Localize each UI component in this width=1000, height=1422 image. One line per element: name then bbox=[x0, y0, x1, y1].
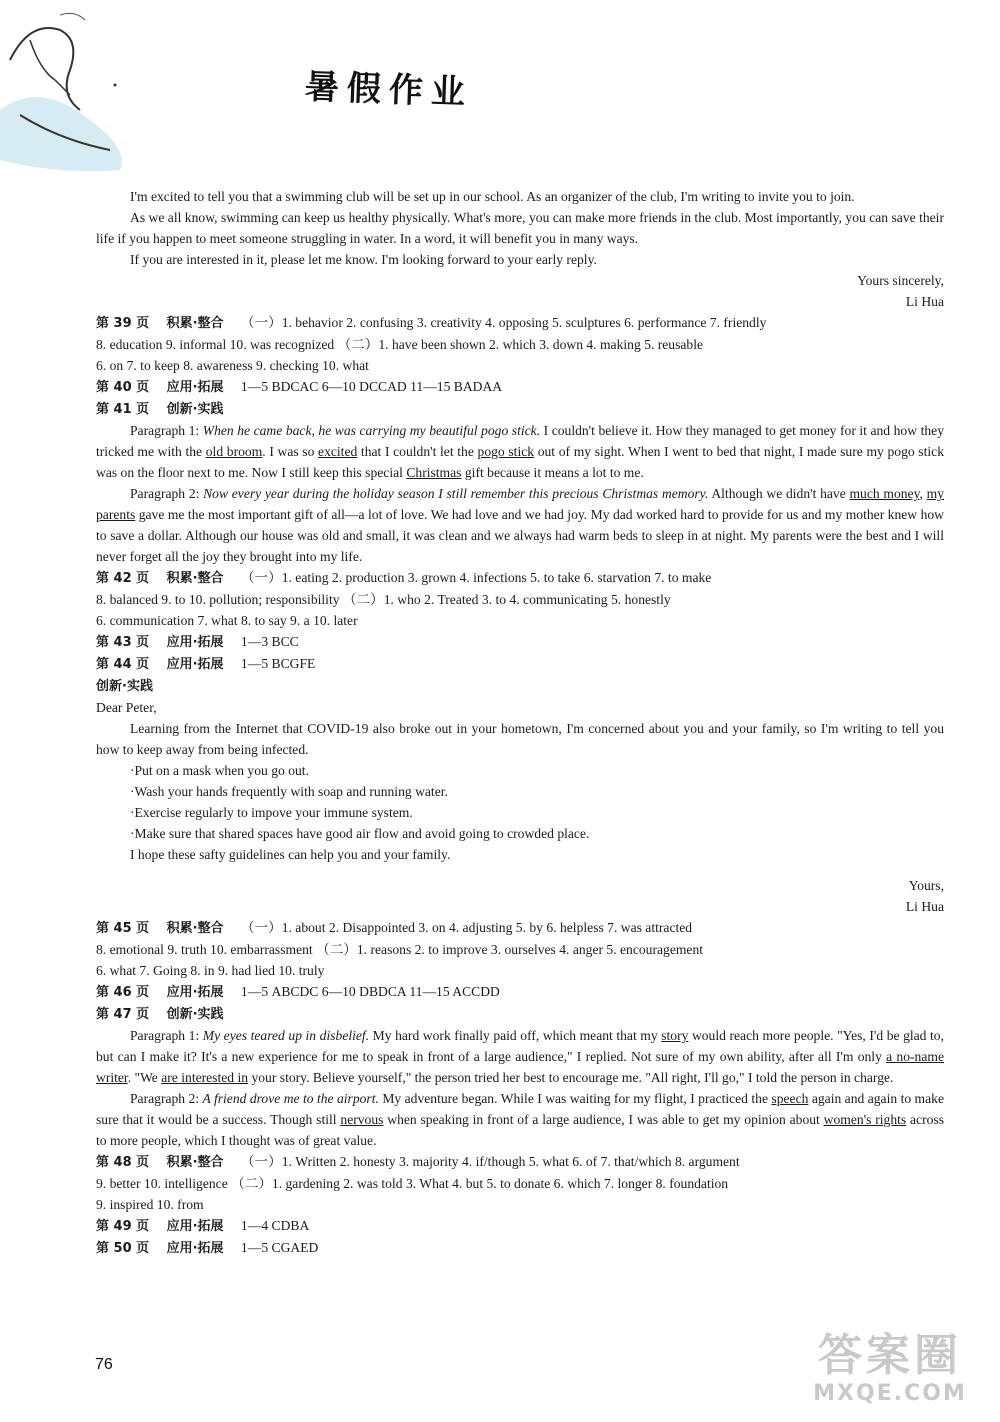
watermark bbox=[790, 1330, 990, 1420]
text: gift because it means a lot to me. bbox=[461, 465, 644, 480]
underlined-text: my parents bbox=[96, 486, 944, 522]
answer-line: 9. inspired 10. from bbox=[96, 1197, 204, 1212]
letter2-signature: Li Hua bbox=[905, 899, 944, 914]
answer-line: 8. education 9. informal 10. was recognized （二）1. have been shown 2. which 3. down 4. making 5. reusable bbox=[96, 337, 704, 352]
section-title: 创新·实践 bbox=[166, 1007, 224, 1022]
section-label: 第 41 页 bbox=[96, 402, 150, 417]
answer-line: 1—5 BDCAC 6—10 DCCAD 11—15 BADAA bbox=[240, 379, 503, 394]
underlined-text: speech bbox=[771, 1091, 809, 1106]
section-p44 bbox=[96, 653, 944, 675]
section-label: 第 46 页 bbox=[96, 985, 150, 1000]
answer-content bbox=[96, 186, 944, 1259]
underlined-text: much money bbox=[849, 486, 920, 501]
answer-line: （一）1. about 2. Disappointed 3. on 4. adjusting 5. by 6. helpless 7. was attracted bbox=[240, 920, 693, 935]
answer-line: 6. what 7. Going 8. in 9. had lied 10. truly bbox=[96, 963, 325, 978]
answer-line: 8. emotional 9. truth 10. embarrassment （二）1. reasons 2. to improve 3. ourselves 4. anger 5. encouragement bbox=[96, 942, 704, 957]
text: when speaking in front of a large audience, I was able to get my opinion about bbox=[383, 1112, 824, 1127]
section-title: 应用·拓展 bbox=[166, 1219, 224, 1234]
watermark-url: MXQE.COM bbox=[813, 1381, 967, 1406]
section-label: 第 45 页 bbox=[96, 921, 150, 936]
section-title: 积累·整合 bbox=[166, 921, 224, 936]
text: your story. Believe yourself," the person tried her best to encourage me. "All right, I'll go," I told the person in charge. bbox=[248, 1070, 894, 1085]
underlined-text: story bbox=[661, 1028, 689, 1043]
text: out of my sight. When I went to bed that night, I made sure my pogo stick was on the floor next to me. Now I still keep this special bbox=[96, 444, 944, 480]
letter2-closing: Yours, bbox=[908, 878, 944, 893]
underlined-text: women's rights bbox=[823, 1112, 907, 1127]
letter1-signature: Li Hua bbox=[905, 294, 944, 309]
section-title: 应用·拓展 bbox=[166, 657, 224, 672]
letter2-bullet: ·Make sure that shared spaces have good air flow and avoid going to crowded place. bbox=[130, 826, 590, 841]
text: would reach more people. "Yes, I'd be glad to, but can I make it? It's a new experience for me to speak in front of a large audience," I replied. Not sure of my own ability, after all I'm only bbox=[96, 1028, 944, 1064]
underlined-text: pogo stick bbox=[477, 444, 535, 459]
answer-line: 1—5 ABCDC 6—10 DBDCA 11—15 ACCDD bbox=[240, 984, 500, 999]
watermark-logo-text: 答案圈 bbox=[818, 1330, 962, 1381]
underlined-text: nervous bbox=[340, 1112, 384, 1127]
given-sentence: My eyes teared up in disbelief. bbox=[202, 1028, 370, 1043]
section-label: 第 39 页 bbox=[96, 316, 150, 331]
section-label: 第 40 页 bbox=[96, 380, 150, 395]
text: My adventure began. While I was waiting for my flight, I practiced the bbox=[378, 1091, 772, 1106]
paragraph-label: Paragraph 1: bbox=[130, 1028, 203, 1043]
section-label: 第 47 页 bbox=[96, 1007, 150, 1022]
page-number: 76 bbox=[95, 1356, 113, 1373]
section-p43 bbox=[96, 631, 944, 653]
p41-paragraph-2 bbox=[96, 483, 944, 567]
underlined-text: a no-name writer bbox=[96, 1049, 944, 1085]
text: that I couldn't let the bbox=[357, 444, 478, 459]
section-p42 bbox=[96, 567, 944, 589]
section-label: 第 43 页 bbox=[96, 635, 150, 650]
text: . "We bbox=[127, 1070, 162, 1085]
section-title: 积累·整合 bbox=[166, 316, 224, 331]
section-title: 应用·拓展 bbox=[166, 380, 224, 395]
section-label: 第 48 页 bbox=[96, 1155, 150, 1170]
answer-line: 1—3 BCC bbox=[240, 634, 299, 649]
text: I couldn't believe it. How they managed to get money for it and how they tricked me with the bbox=[96, 423, 944, 459]
answer-line: 9. better 10. intelligence （二）1. gardening 2. was told 3. What 4. but 5. to donate 6. which 7. longer 8. foundation bbox=[96, 1176, 729, 1191]
text: , bbox=[919, 486, 927, 501]
p41-paragraph-1 bbox=[96, 420, 944, 483]
answer-line: 8. balanced 9. to 10. pollution; responsibility （二）1. who 2. Treated 3. to 4. communicating 5. honestly bbox=[96, 592, 671, 607]
letter2-intro: Learning from the Internet that COVID-19 also broke out in your hometown, I'm concerned about you and your family, so I'm writing to tell you how to keep away from being infected. bbox=[96, 721, 944, 757]
section-label: 第 49 页 bbox=[96, 1219, 150, 1234]
section-title: 积累·整合 bbox=[166, 1155, 224, 1170]
underlined-text: old broom bbox=[205, 444, 263, 459]
underlined-text: Christmas bbox=[406, 465, 462, 480]
section-title: 应用·拓展 bbox=[166, 985, 224, 1000]
answer-line: （一）1. behavior 2. confusing 3. creativity 4. opposing 5. sculptures 6. performance 7. friendly bbox=[240, 315, 767, 330]
text: Although we didn't have bbox=[708, 486, 850, 501]
answer-line: 1—5 BCGFE bbox=[240, 656, 316, 671]
paragraph-label: Paragraph 2: bbox=[130, 1091, 203, 1106]
paragraph-label: Paragraph 2: bbox=[130, 486, 204, 501]
section-p46 bbox=[96, 981, 944, 1003]
answer-line: （一）1. eating 2. production 3. grown 4. infections 5. to take 6. starvation 7. to make bbox=[240, 570, 712, 585]
section-label: 第 44 页 bbox=[96, 657, 150, 672]
section-label: 第 42 页 bbox=[96, 571, 150, 586]
text: again and again to make sure that it would be a success. Though still bbox=[96, 1091, 944, 1127]
answer-line: 6. on 7. to keep 8. awareness 9. checking 10. what bbox=[96, 358, 369, 373]
answer-line: 1—4 CDBA bbox=[240, 1218, 310, 1233]
answer-line: 6. communication 7. what 8. to say 9. a 10. later bbox=[96, 613, 358, 628]
text: . I was so bbox=[262, 444, 319, 459]
text: My hard work finally paid off, which meant that my bbox=[369, 1028, 662, 1043]
p47-paragraph-2 bbox=[96, 1088, 944, 1151]
section-p49 bbox=[96, 1215, 944, 1237]
section-title: 创新·实践 bbox=[96, 679, 153, 694]
letter1-paragraph-1: I'm excited to tell you that a swimming club will be set up in our school. As an organizer of the club, I'm writing to invite you to join. bbox=[130, 189, 855, 204]
letter2-bullet: ·Wash your hands frequently with soap and running water. bbox=[130, 784, 448, 799]
section-p48 bbox=[96, 1151, 944, 1173]
section-p50 bbox=[96, 1237, 944, 1259]
answer-line: 1—5 CGAED bbox=[240, 1240, 319, 1255]
brand-title: 暑假作业 bbox=[304, 67, 474, 113]
answer-line: （一）1. Written 2. honesty 3. majority 4. if/though 5. what 6. of 7. that/which 8. argument bbox=[240, 1154, 740, 1169]
section-label: 第 50 页 bbox=[96, 1241, 150, 1256]
text: across to more people, which I thought was of great value. bbox=[96, 1112, 944, 1148]
underlined-text: excited bbox=[318, 444, 358, 459]
p47-paragraph-1 bbox=[96, 1025, 944, 1088]
section-p39 bbox=[96, 312, 944, 334]
letter2-bullet: ·Put on a mask when you go out. bbox=[130, 763, 309, 778]
letter2-greeting: Dear Peter, bbox=[96, 700, 157, 715]
section-title: 应用·拓展 bbox=[166, 1241, 224, 1256]
letter1-closing: Yours sincerely, bbox=[857, 273, 944, 288]
given-sentence: A friend drove me to the airport. bbox=[202, 1091, 379, 1106]
letter2-outro: I hope these safty guidelines can help you and your family. bbox=[130, 847, 451, 862]
section-title: 应用·拓展 bbox=[166, 635, 224, 650]
surfer-illustration bbox=[0, 0, 150, 180]
section-p45 bbox=[96, 917, 944, 939]
letter1-paragraph-3: If you are interested in it, please let me know. I'm looking forward to your early reply. bbox=[130, 252, 597, 267]
given-sentence: When he came back, he was carrying my beautiful pogo stick. bbox=[202, 423, 541, 438]
given-sentence: Now every year during the holiday season I still remember this precious Christmas memory. bbox=[203, 486, 709, 501]
section-title: 创新·实践 bbox=[166, 402, 224, 417]
section-title: 积累·整合 bbox=[166, 571, 224, 586]
section-p47 bbox=[96, 1003, 944, 1025]
underlined-text: are interested in bbox=[161, 1070, 249, 1085]
text: gave me the most important gift of all—a lot of love. We had love and we had joy. My dad worked hard to provide for us and my mother knew how to save a dollar. Although our house was old and small, it was clean and we always had warm beds to sleep in at night. My parents were the best and I will never forget all the joy they brought into my life. bbox=[96, 507, 944, 564]
section-p40 bbox=[96, 376, 944, 398]
letter1-paragraph-2: As we all know, swimming can keep us healthy physically. What's more, you can make more friends in the club. Most importantly, you can save their life if you happen to meet someone struggling in water. In a word, it will benefit you in many ways. bbox=[96, 210, 944, 246]
paragraph-label: Paragraph 1: bbox=[130, 423, 203, 438]
letter2-bullet: ·Exercise regularly to impove your immune system. bbox=[130, 805, 413, 820]
section-p41 bbox=[96, 398, 944, 420]
